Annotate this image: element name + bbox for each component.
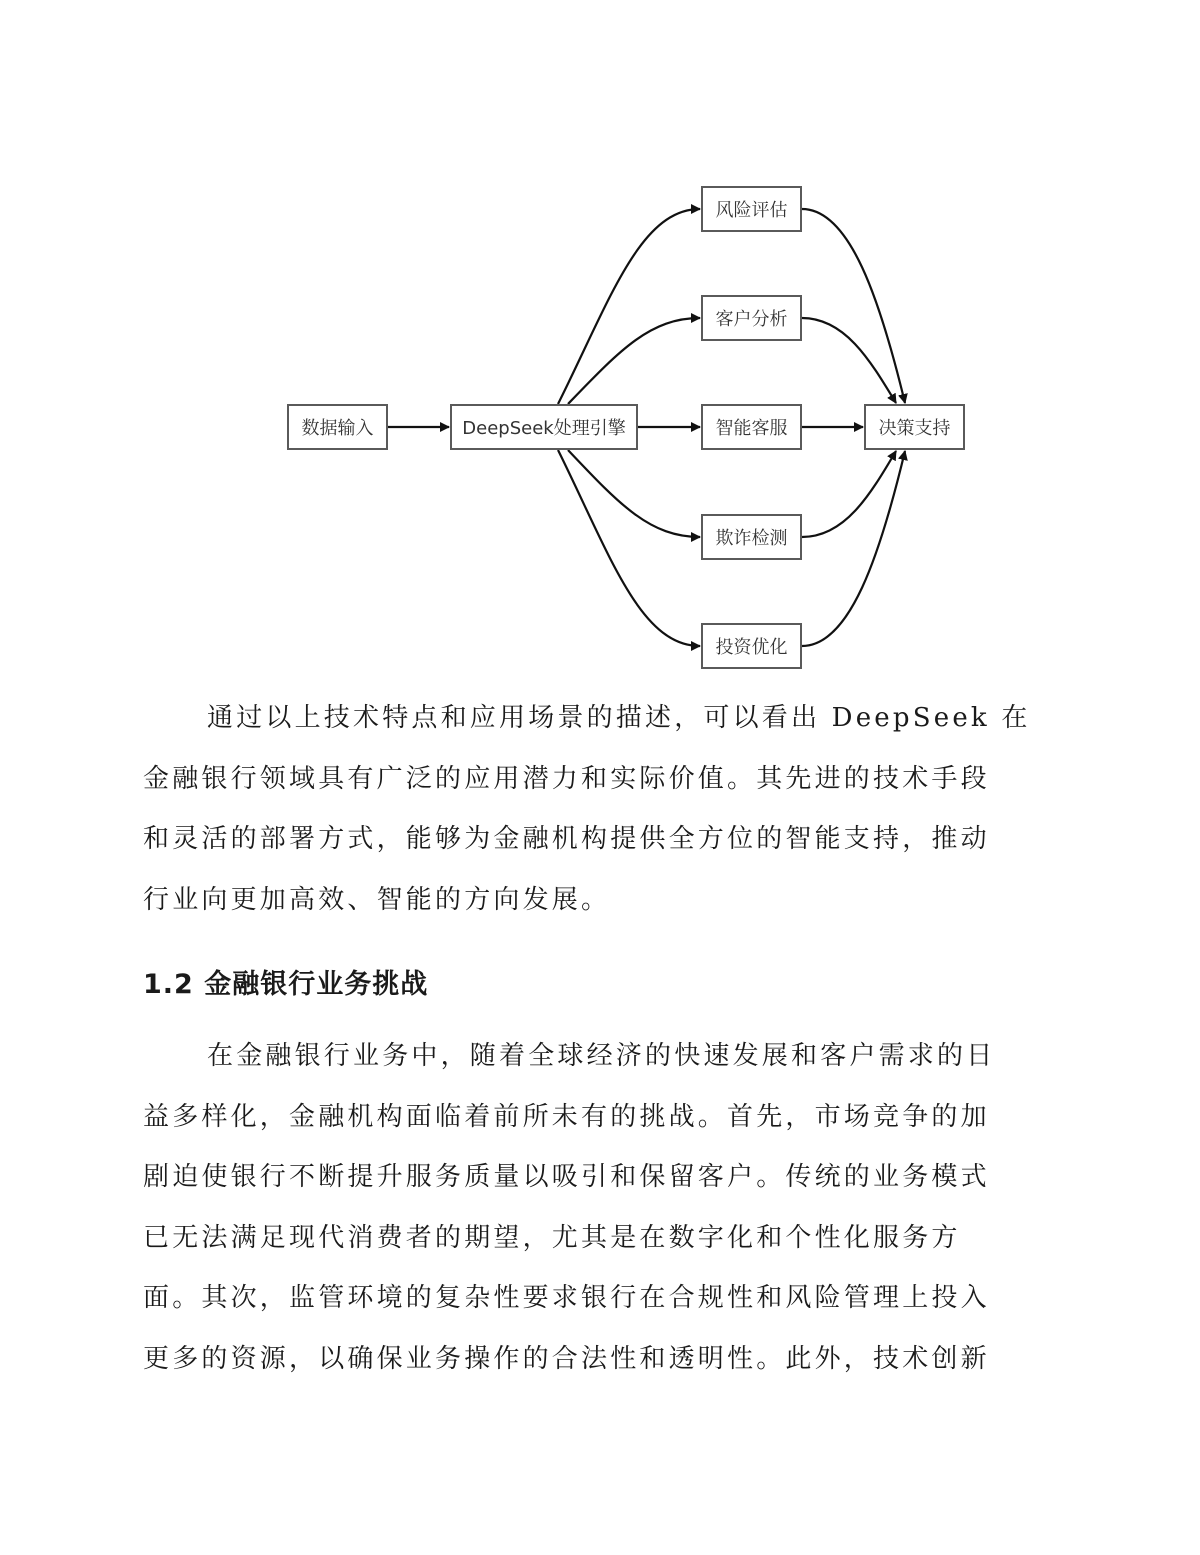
text-line: 已无法满足现代消费者的期望，尤其是在数字化和个性化服务方 bbox=[143, 1222, 961, 1253]
edge-fraud-decision bbox=[802, 451, 896, 537]
node-investment-optimization: 投资优化 bbox=[701, 623, 802, 669]
diagram-edges bbox=[0, 0, 1200, 700]
node-data-input: 数据输入 bbox=[287, 404, 388, 450]
edge-engine-risk bbox=[558, 209, 700, 404]
text-line: 剧迫使银行不断提升服务质量以吸引和保留客户。传统的业务模式 bbox=[143, 1162, 990, 1192]
node-customer-analysis: 客户分析 bbox=[701, 295, 802, 341]
flow-diagram bbox=[0, 0, 1200, 700]
edge-risk-decision bbox=[802, 209, 905, 403]
edge-customer-decision bbox=[802, 318, 896, 403]
paragraph-summary bbox=[143, 688, 1053, 930]
edge-invest-decision bbox=[802, 451, 905, 646]
edge-engine-invest bbox=[558, 450, 700, 646]
text-line: 和灵活的部署方式，能够为金融机构提供全方位的智能支持，推动 bbox=[143, 824, 990, 854]
text-line: 在金融银行业务中，随着全球经济的快速发展和客户需求的日 bbox=[207, 1041, 996, 1071]
text-line: 行业向更加高效、智能的方向发展。 bbox=[143, 884, 611, 915]
edge-engine-customer bbox=[568, 318, 700, 404]
node-fraud-detection: 欺诈检测 bbox=[701, 514, 802, 560]
text-line: 更多的资源，以确保业务操作的合法性和透明性。此外，技术创新 bbox=[143, 1343, 990, 1374]
node-risk-assessment: 风险评估 bbox=[701, 186, 802, 232]
node-smart-service: 智能客服 bbox=[701, 404, 802, 450]
text-line: 面。其次，监管环境的复杂性要求银行在合规性和风险管理上投入 bbox=[143, 1283, 990, 1313]
node-deepseek-engine: DeepSeek处理引擎 bbox=[450, 404, 638, 450]
text-line: 益多样化，金融机构面临着前所未有的挑战。首先，市场竞争的加 bbox=[143, 1101, 990, 1132]
text-line: 金融银行领域具有广泛的应用潜力和实际价值。其先进的技术手段 bbox=[143, 763, 990, 794]
paragraph-challenges bbox=[143, 1026, 1053, 1389]
edge-engine-fraud bbox=[568, 450, 700, 537]
section-heading: 1.2 金融银行业务挑战 bbox=[143, 969, 429, 1000]
node-decision-support: 决策支持 bbox=[864, 404, 965, 450]
text-line: 通过以上技术特点和应用场景的描述，可以看出 DeepSeek 在 bbox=[207, 703, 1031, 733]
